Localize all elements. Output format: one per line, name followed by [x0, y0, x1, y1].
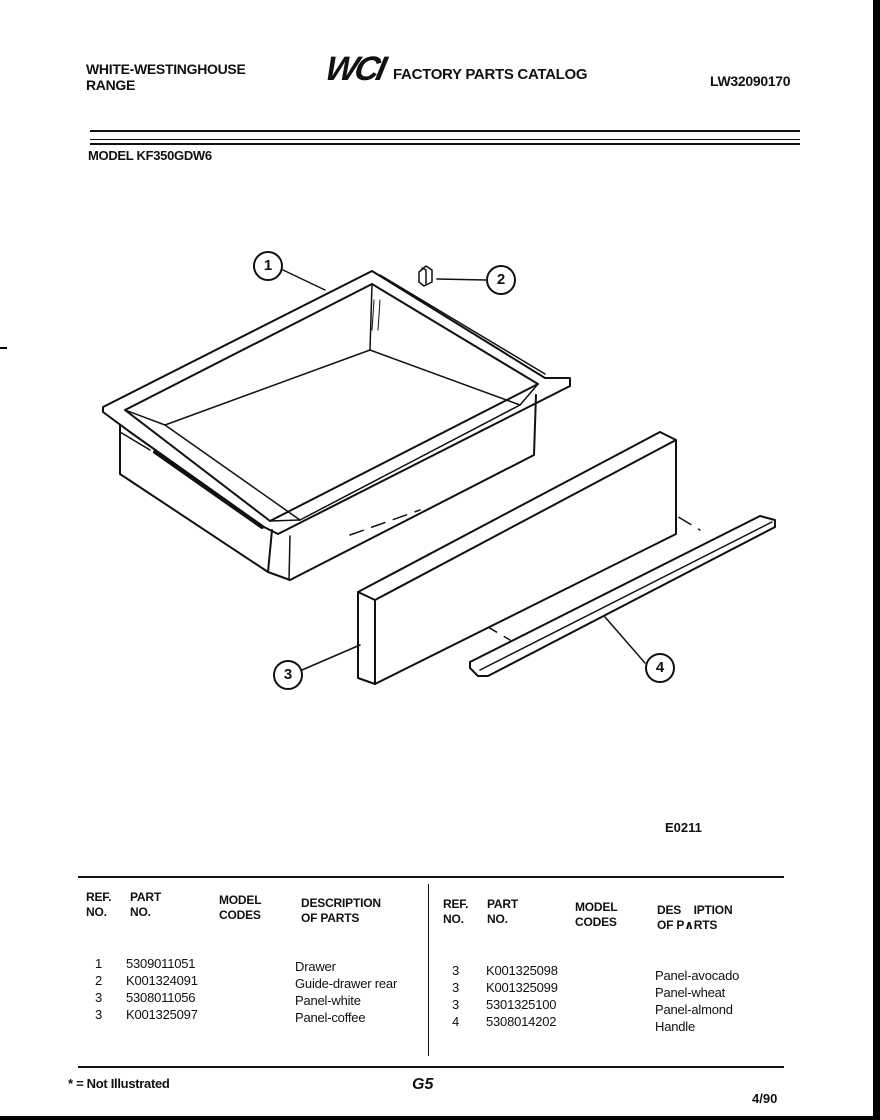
right-ref-column — [452, 962, 459, 1030]
table-rule-bottom — [78, 1066, 784, 1068]
table-cell: 3 — [452, 980, 460, 995]
callout-3: 3 — [283, 666, 293, 683]
logo-text: WCI — [321, 50, 388, 88]
table-cell: Panel-almond — [655, 1002, 733, 1017]
right-header-codes: MODEL CODES — [575, 900, 618, 929]
table-cell: Panel-white — [295, 993, 361, 1008]
figure-code: E0211 — [665, 820, 702, 835]
page-code: G5 — [412, 1076, 434, 1093]
table-cell: K001325099 — [486, 980, 558, 995]
right-part-column — [486, 962, 558, 1030]
table-rule-top — [78, 876, 784, 878]
leader-3 — [302, 645, 360, 670]
table-cell: 3 — [452, 963, 460, 978]
scan-edge-bottom — [0, 1116, 880, 1120]
leader-1 — [283, 270, 325, 290]
table-cell: Panel-wheat — [655, 985, 726, 1000]
table-cell: Panel-avocado — [655, 968, 740, 983]
guide-clip-part — [419, 266, 432, 286]
right-header-desc: DES IPTION OF P∧RTS — [657, 903, 733, 932]
table-cell: 5301325100 — [486, 997, 557, 1012]
table-cell: Panel-coffee — [295, 1010, 366, 1025]
brand-line-1: WHITE-WESTINGHOUSE — [86, 61, 246, 77]
table-cell: Handle — [655, 1019, 695, 1034]
callout-4: 4 — [655, 659, 665, 676]
table-cell: K001324091 — [126, 973, 198, 988]
left-desc-column — [295, 958, 397, 1026]
table-cell: 5309011051 — [126, 956, 196, 971]
callout-2: 2 — [496, 271, 506, 288]
table-cell: 2 — [95, 973, 103, 988]
table-cell: Guide-drawer rear — [295, 976, 398, 991]
table-cell: 3 — [95, 1007, 103, 1022]
left-header-part: PART NO. — [130, 890, 161, 919]
left-header-desc: DESCRIPTION OF PARTS — [301, 896, 381, 925]
left-header-codes: MODEL CODES — [219, 893, 262, 922]
brand-line-2: RANGE — [86, 77, 136, 93]
leader-2 — [437, 279, 486, 280]
callout-1: 1 — [263, 257, 273, 274]
left-header-ref: REF. NO. — [86, 890, 112, 919]
table-cell: 4 — [452, 1014, 460, 1029]
table-cell: 5308014202 — [486, 1014, 557, 1029]
table-cell: 1 — [95, 956, 103, 971]
catalog-number: LW32090170 — [710, 73, 791, 89]
table-cell: K001325098 — [486, 963, 558, 978]
catalog-date: 4/90 — [752, 1091, 778, 1106]
left-part-column — [126, 955, 198, 1023]
table-cell: 3 — [95, 990, 103, 1005]
footnote: * = Not Illustrated — [68, 1076, 170, 1091]
right-desc-column — [655, 967, 739, 1035]
table-cell: 5308011056 — [126, 990, 196, 1005]
catalog-title: FACTORY PARTS CATALOG — [393, 66, 588, 83]
right-header-part: PART NO. — [487, 897, 518, 926]
left-ref-column — [95, 955, 102, 1023]
table-cell: 3 — [452, 997, 460, 1012]
table-cell: K001325097 — [126, 1007, 198, 1022]
table-divider — [428, 884, 429, 1056]
leader-4 — [605, 617, 645, 663]
table-cell: Drawer — [295, 959, 336, 974]
right-header-ref: REF. NO. — [443, 897, 469, 926]
model-label: MODEL KF350GDW6 — [88, 148, 212, 163]
